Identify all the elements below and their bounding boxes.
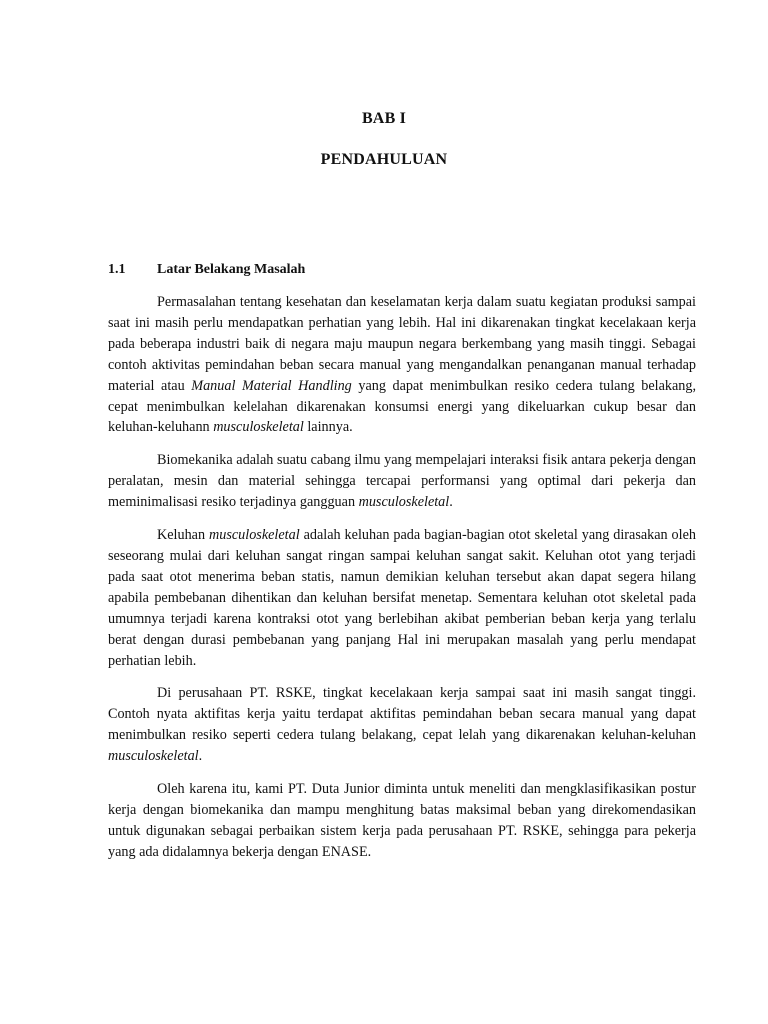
chapter-title: PENDAHULUAN [320, 151, 448, 168]
paragraph-3 [108, 525, 696, 671]
italic-term: musculoskeletal [108, 748, 199, 765]
section-title: Latar Belakang Masalah [157, 262, 306, 277]
section-number: 1.1 [108, 262, 126, 277]
paragraph-1 [108, 292, 696, 438]
italic-term: musculoskeletal [213, 419, 304, 436]
paragraph-text: . [449, 494, 453, 511]
paragraph-text: adalah keluhan pada bagian-bagian otot skeletal yang dirasakan oleh seseorang mulai dari keluhan sangat ringan sampai keluhan sangat sakit. Keluhan otot yang terjadi pada saat otot menerima beban statis, namun demikian keluhan tersebut akan dapat segera hilang apabila pembebanan dihentikan dan keluhan bersifat menetap. Sementara keluhan otot skeletal pada umumnya terjadi karena kontraksi otot yang berlebihan akibat pemberian beban kerja yang terlalu berat dengan durasi pembebanan yang panjang Hal ini merupakan masalah yang perlu mendapat perhatian lebih. [108, 527, 696, 669]
paragraph-2 [108, 450, 696, 513]
chapter-number: BAB I [361, 110, 407, 127]
paragraph-text: Oleh karena itu, kami PT. Duta Junior diminta untuk meneliti dan mengklasifikasikan postur kerja dengan biomekanika dan mampu menghitung batas maksimal beban yang direkomendasikan untuk digunakan sebagai perbaikan sistem kerja pada perusahaan PT. RSKE, sehingga para pekerja yang ada didalamnya bekerja dengan ENASE. [108, 781, 696, 860]
paragraph-text: yang dapat menimbulkan resiko cedera tulang belakang, cepat menimbulkan kelelahan dikarenakan konsumsi energi yang dikeluarkan cukup besar dan keluhan-keluhann [108, 377, 696, 436]
italic-term: musculoskeletal [358, 494, 450, 511]
paragraph-4 [108, 683, 696, 767]
paragraph-text: Biomekanika adalah suatu cabang ilmu yang mempelajari interaksi fisik antara pekerja dengan peralatan, mesin dan material sehingga tercapai performansi yang optimal dari pekerja dan meminimalisasi resiko terjadinya gangguan [108, 452, 696, 511]
paragraph-5 [108, 779, 696, 863]
paragraph-text: Keluhan [157, 527, 210, 544]
paragraph-text: Permasalahan tentang kesehatan dan keselamatan kerja dalam suatu kegiatan produksi sampai saat ini masih perlu mendapatkan perhatian yang lebih. Hal ini dikarenakan tingkat kecelakaan kerja pada beberapa industri baik di negara maju maupun negara berkembang yang masih tinggi. Sebagai contoh aktivitas pemindahan beban secara manual yang mengandalkan penanganan manual terhadap material atau [108, 294, 696, 394]
paragraph-text: lainnya. [303, 419, 353, 436]
paragraph-text: Di perusahaan PT. RSKE, tingkat kecelakaan kerja sampai saat ini masih sangat tinggi. Contoh nyata aktifitas kerja yaitu terdapat aktifitas pemindahan beban secara manual yang dapat menimbulkan resiko seperti cedera tulang belakang, cepat lelah yang dikarenakan keluhan-keluhan [108, 685, 696, 744]
italic-term: musculoskeletal [209, 527, 300, 544]
italic-term: Manual Material Handling [191, 377, 352, 394]
body-text [108, 292, 696, 875]
section-heading [108, 262, 668, 278]
paragraph-text: . [198, 748, 203, 765]
